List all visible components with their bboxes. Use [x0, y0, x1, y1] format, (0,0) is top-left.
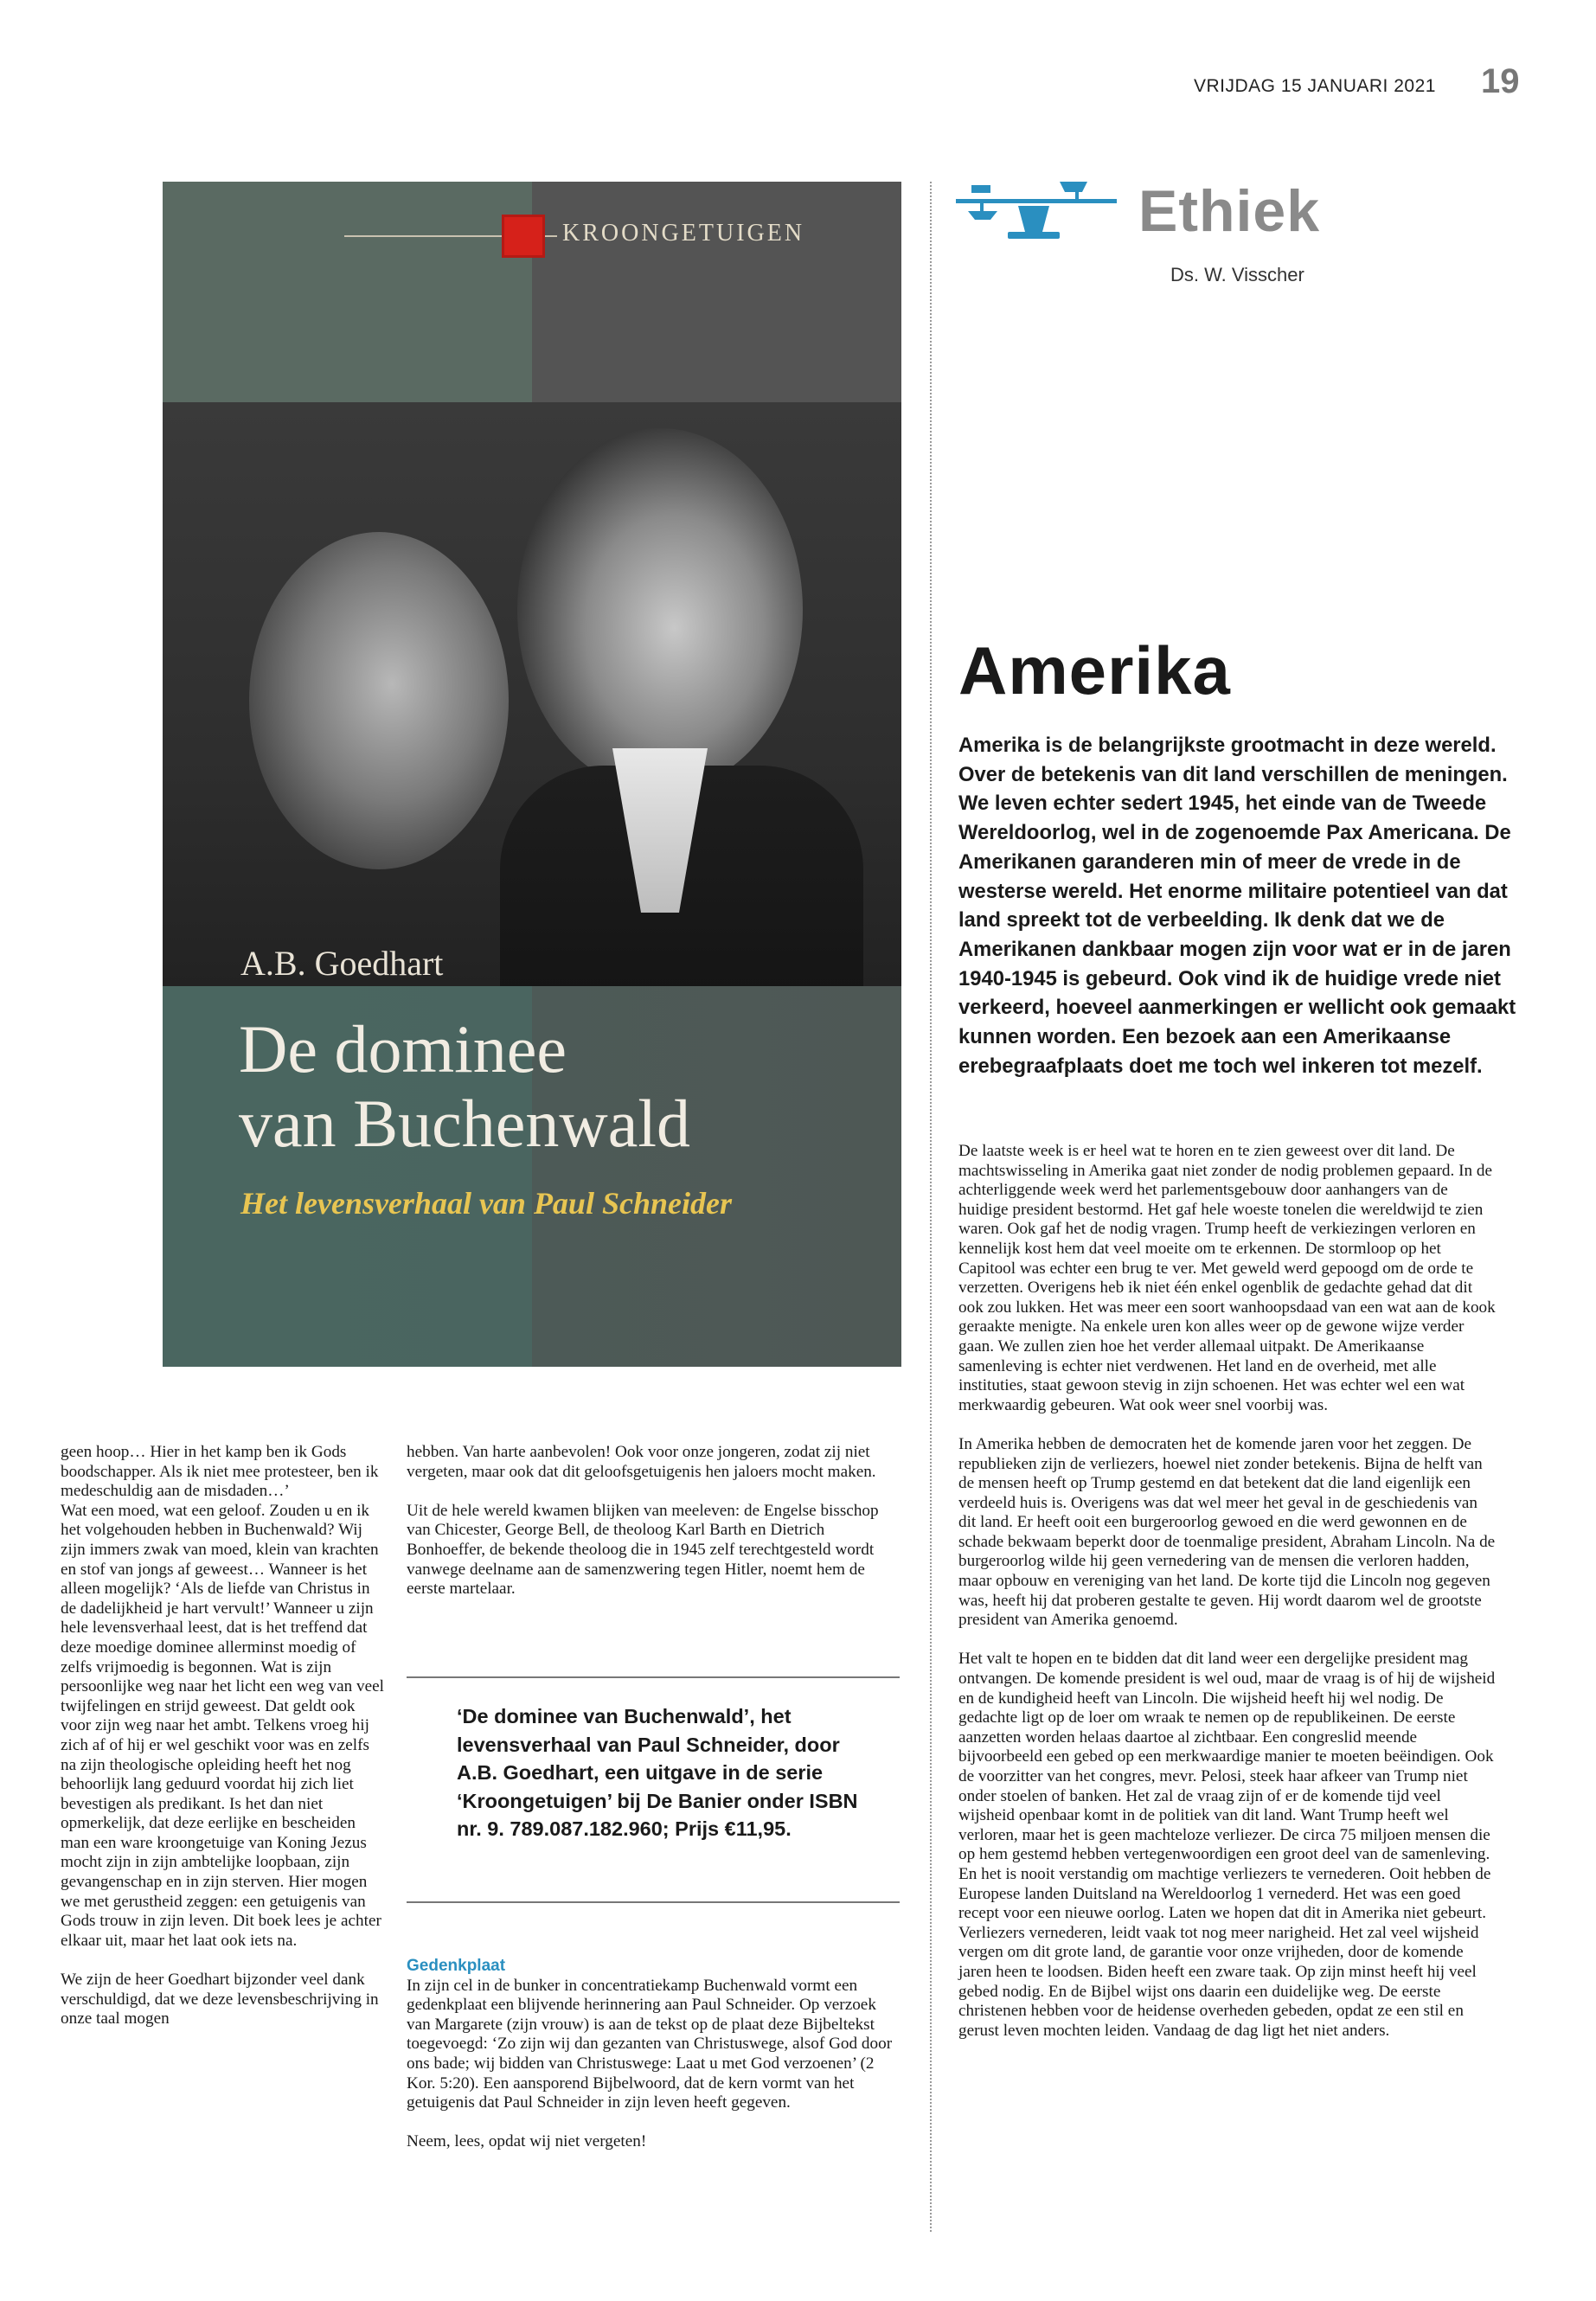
- article-column-1: [61, 1443, 385, 2048]
- body-paragraph: geen hoop… Hier in het kamp ben ik Gods boodschapper. Als ik niet mee protesteer, ben ik medeschuldig aan de misdaden…’: [61, 1443, 379, 1501]
- book-cover: [163, 182, 901, 1367]
- body-paragraph: hebben. Van harte aanbevolen! Ook voor onze jongeren, zodat zij niet vergeten, maar ook dat dit geloofsgetuigenis hen jaloers mocht maken.: [407, 1443, 876, 1481]
- body-paragraph: De laatste week is er heel wat te horen en te zien geweest over dit land. De machtswisseling in Amerika gaat niet zonder de nodig problemen gepaard. In de achterliggende week werd het parlementsgebouw door aanhangers van de huidige president bestormd. Het gaf hele woeste tonelen die wereldwijd te zien waren. Ook gaf het de nodig vragen. Trump heeft de verkiezingen verloren en kennelijk kost hem dat veel moeite om te erkennen. De stormloop op het Capitool was echter een brug te ver. Met geweld werd gepoogd om de orde te verzetten. Overigens heb ik niet één enkel ogenblik de gedachte gehad dat dit ook zou lukken. Het was meer een soort wanhoopsdaad van een wat aan de kook geraakte menigte. Na enkele uren kon alles weer op de gewone wijze verder gaan. We zullen zien hoe het verder allemaal uitpakt. De Amerikaanse samenleving is echter niet verdwenen. Het land en de overheid, met alle instituties, staat gewoon stevig in zijn schoenen. Het was echter wel een wat merkwaardig gebeuren. Wat ook weer snel voorbij was.: [958, 1142, 1496, 1414]
- quote-rule-top: [407, 1676, 900, 1678]
- body-paragraph: Het valt te hopen en te bidden dat dit land weer een dergelijke president mag ontvangen. De komende president is wel oud, maar de vraag is of hij de wijsheid en de kundigheid heeft van Lincoln. Die wijsheid heeft hij wel nodig. De gedachte ligt op de loer om wraak te nemen op de republikeinen. De eerste aanzetten worden helaas daartoe al zichtbaar. Een congreslid meende bijvoorbeeld een gebed op een merkwaardige manier te moeten beëindigen. Ook de voorzitter van het congres, mevr. Pelosi, steek haar afkeer van Trump niet onder stoelen of banken. Het zal de vraag zijn of er de komende tijd veel wijsheid openbaar komt in de politiek van dit land. Want Trump heeft wel verloren, maar het is geen machteloze verliezer. De circa 75 miljoen mensen die op hem gestemd hebben vertegenwoordigen een groot deel van de samenleving. En het is nooit verstandig om machtige verliezers te vernederen. Ooit hebben de Europese landen Duitsland na Wereldoorlog 1 vernederd. Het was een goed recept voor een nieuwe oorlog. Laten we hopen dat dit in Amerika niet gebeurt. Verliezers vernederen, leidt vaak tot nog meer narigheid. Het zal veel wijsheid vergen om dit grote land, de garantie voor onze vrijheden, door de komende jaren heen te loodsen. Biden heeft een zware taak. Op zijn minst heeft hij veel gebed nodig. En de Bijbel wijst ons daarin een duidelijke weg. De eerste christenen hebben voor de heidense overheden gebeden, opdat ze een stil en gerust leven mochten leiden. Vandaag de dag ligt het niet anders.: [958, 1650, 1496, 2040]
- cover-photo: [163, 402, 901, 990]
- gedenkplaat-section: [407, 1957, 900, 2172]
- series-label: KROONGETUIGEN: [557, 220, 810, 247]
- book-info-box: ‘De dominee van Buchenwald’, het levensverhaal van Paul Schneider, door A.B. Goedhart, een uitgave in de serie ‘Kroongetuigen’ bij De Banier onder ISBN nr. 9. 789.087.182.960; Prijs €11,95.: [457, 1705, 858, 1840]
- article-lead: Amerika is de belangrijkste grootmacht in deze wereld. Over de betekenis van dit land verschillen de meningen. We leven echter sedert 1945, het einde van de Tweede Wereldoorlog, wel in de zogenoemde Pax Americana. De Amerikanen garanderen min of meer de vrede in de westerse wereld. Het enorme militaire potentieel van dat land spreekt tot de verbeelding. Ik denk dat we de Amerikanen dankbaar mogen zijn voor wat er in de jaren 1940-1945 is gebeurd. Ook vind ik de huidige vrede niet verkeerd, hoeveel aanmerkingen er wellicht ook gemaakt kunnen worden. Een bezoek aan een Amerikaanse erebegraafplaats doet me toch wel inkeren tot mezelf.: [958, 734, 1516, 1078]
- author-byline: Ds. W. Visscher: [1170, 264, 1304, 285]
- portrait-woman: [249, 532, 509, 869]
- article-body-right: [958, 1142, 1498, 2061]
- issue-date: VRIJDAG 15 JANUARI 2021: [1194, 76, 1436, 96]
- body-paragraph: In Amerika hebben de democraten het de komende jaren voor het zeggen. De republieken zijn de verliezers, hoewel niet zonder betekenis. Bijna de helft van de mensen heeft op Trump gestemd en dat betekent dat die land eigenlijk een verdeeld huis is. Overigens was dat wel meer het geval in de geschiedenis van dit land. Er heeft ooit een burgeroorlog gewoed en die werd gewonnen en de schade bekwaam beperkt door de toenmalige president, Abraham Lincoln. Na de burgeroorlog wilde hij geen vernedering van de mensen die verloren hadden, maar opbouw en vereniging van het land. De korte tijd die Lincoln nog gegeven was, heeft hij dat proberen gestalte te geven. Hij wordt daarom wel de grootste president van Amerika genoemd.: [958, 1434, 1496, 1630]
- body-paragraph: Neem, lees, opdat wij niet vergeten!: [407, 2132, 647, 2151]
- body-paragraph: In zijn cel in de bunker in concentratiekamp Buchenwald vormt een gedenkplaat een blijvende herinnering aan Paul Schneider. Op verzoek van Margarete (zijn vrouw) is aan de tekst op de plaat deze Bijbeltekst toegevoegd: ‘Zo zijn wij dan gezanten van Christuswege, alsof God door ons bade; wij bidden van Christuswege: Laat u met God verzoenen’ (2 Kor. 5:20). Een aansporend Bijbelwoord, dat de kern vormt van het getuigenis dat Paul Schneider in zijn leven heeft gegeven.: [407, 1976, 893, 2112]
- cover-title-line2: van Buchenwald: [239, 1086, 691, 1161]
- quote-rule-bottom: [407, 1901, 900, 1903]
- portrait-man: [517, 428, 803, 792]
- cover-author: A.B. Goedhart: [240, 944, 444, 983]
- cover-title: [239, 1012, 690, 1161]
- article-headline: Amerika: [958, 632, 1231, 708]
- column-divider: [930, 182, 932, 2232]
- gedenkplaat-heading: Gedenkplaat: [407, 1957, 506, 1975]
- page-number: 19: [1481, 62, 1520, 100]
- body-paragraph: Wat een moed, wat een geloof. Zouden u en ik het volgehouden hebben in Buchenwald? Wij zijn immers zwak van moed, klein van krachten en stof van jongs af geweest… Wanneer is het alleen mogelijk? ‘Als de liefde van Christus in de dadelijkheid je hart vervult!’ Wanneer u zijn hele levensverhaal leest, dat is het treffend dat deze moedige dominee allerminst moedig of zelfs vrijmoedig is begonnen. Wat is zijn persoonlijke weg naar het licht een weg van veel twijfelingen en strijd geweest. Dat geldt ook voor zijn weg naar het ambt. Telkens vroeg hij zich af of hij er wel geschikt voor was en zelfs na zijn theologische opleiding heeft het nog behoorlijk lang geduurd voordat hij zich liet bevestigen als predikant. Is het dan niet opmerkelijk, dat deze eerlijke en bescheiden man een ware kroongetuige van Koning Jezus mocht zijn in zijn ambtelijke loopbaan, zijn gevangenschap en in zijn sterven. Hier mogen we met gerustheid zeggen: een getuigenis van Gods trouw in zijn leven. Dit boek lees je achter elkaar uit, maar het laat ook iets na.: [61, 1501, 385, 1950]
- cover-title-line1: De dominee: [239, 1011, 567, 1086]
- balance-scale-icon: [956, 180, 1117, 249]
- article-column-2: [407, 1443, 900, 1618]
- body-paragraph: We zijn de heer Goedhart bijzonder veel dank verschuldigd, dat we deze levensbeschrijving in onze taal mogen: [61, 1971, 379, 2029]
- section-title: Ethiek: [1138, 178, 1321, 244]
- series-logo-square: [502, 215, 545, 258]
- body-paragraph: Uit de hele wereld kwamen blijken van meeleven: de Engelse bisschop van Chicester, George Bell, de theoloog Karl Barth en Dietrich Bonhoeffer, de bekende theoloog die in 1945 zelf terechtgesteld wordt vanwege deelname aan de samenzwering tegen Hitler, noemt hem de eerste martelaar.: [407, 1501, 879, 1599]
- cover-subtitle: Het levensverhaal van Paul Schneider: [240, 1186, 732, 1221]
